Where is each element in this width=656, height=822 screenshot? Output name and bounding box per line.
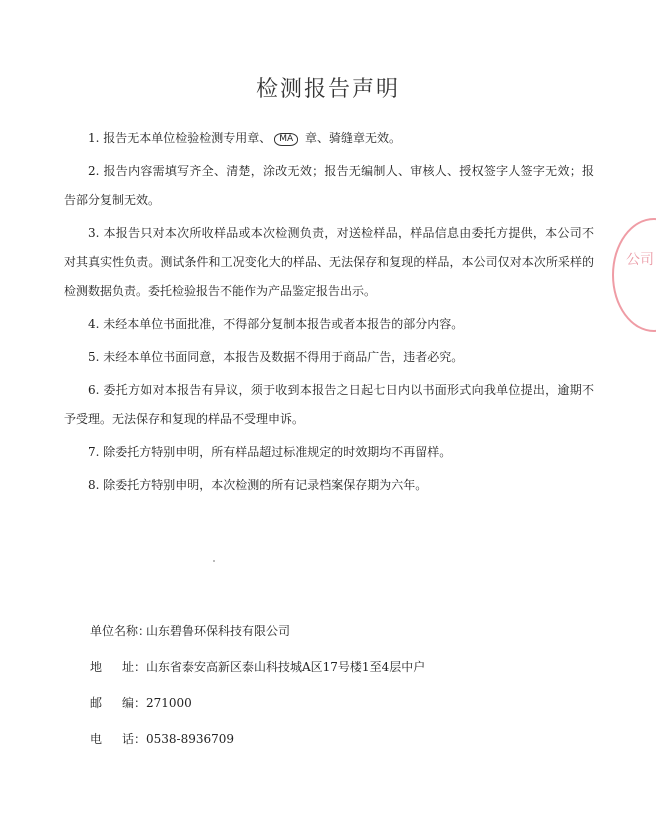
zip-value: 271000 [146,696,192,710]
clause-8: 8. 除委托方特别申明，本次检测的所有记录档案保存期为六年。 [88,478,428,492]
address-label [90,652,146,688]
clause-7: 7. 除委托方特别申明，所有样品超过标准规定的时效期均不再留样。 [88,445,452,459]
address-value: 山东省泰安高新区泰山科技城A区17号楼1至4层中户 [146,660,426,674]
seal-glyph: 公司 [626,252,654,268]
phone-label-b: 话： [121,732,146,746]
clause-1-text-after: 章、骑缝章无效。 [301,131,402,145]
clause-1 [64,124,594,153]
ma-mark-icon: MA [274,133,298,146]
unit-label: 单位名称： [90,624,151,638]
address-label-b: 址： [121,660,146,674]
clause-3: 3. 本报告只对本次所收样品或本次检测负责，对送检样品，样品信息由委托方提供，本公司不对其真实性负责。测试条件和工况变化大的样品、无法保存和复现的样品，本公司仅对本次所采样的检测数据负责。委托检验报告不能作为产品鉴定报告出示。 [64,226,594,298]
address-label-a: 地 [90,660,103,674]
clause-5: 5. 未经本单位书面同意，本报告及数据不得用于商品广告，违者必究。 [88,350,464,364]
clause-1-text-before: 1. 报告无本单位检验检测专用章、 [88,131,272,145]
statement-clauses [64,124,594,504]
red-seal-stamp-icon [612,218,656,332]
unit-value: 山东碧鲁环保科技有限公司 [146,624,291,638]
zip-label [90,688,146,724]
phone-label-a: 电 [90,732,103,746]
phone-value: 0538-8936709 [146,732,235,746]
clause-2: 2. 报告内容需填写齐全、清楚，涂改无效；报告无编制人、审核人、授权签字人签字无效；报告部分复制无效。 [64,164,594,207]
clause-6: 6. 委托方如对本报告有异议，须于收到本报告之日起七日内以书面形式向我单位提出，逾期不予受理。无法保存和复现的样品不受理申诉。 [64,383,594,426]
contact-zip-row [90,688,570,724]
contact-unit-row [90,616,570,652]
zip-label-a: 邮 [90,696,103,710]
clause-4: 4. 未经本单位书面批准，不得部分复制本报告或者本报告的部分内容。 [88,317,464,331]
scan-speck [213,560,215,562]
page-title: 检测报告声明 [255,77,400,102]
phone-label [90,724,146,760]
contact-address-row [90,652,570,688]
zip-label-b: 编： [121,696,146,710]
contact-phone-row [90,724,570,760]
contact-info [90,616,570,760]
